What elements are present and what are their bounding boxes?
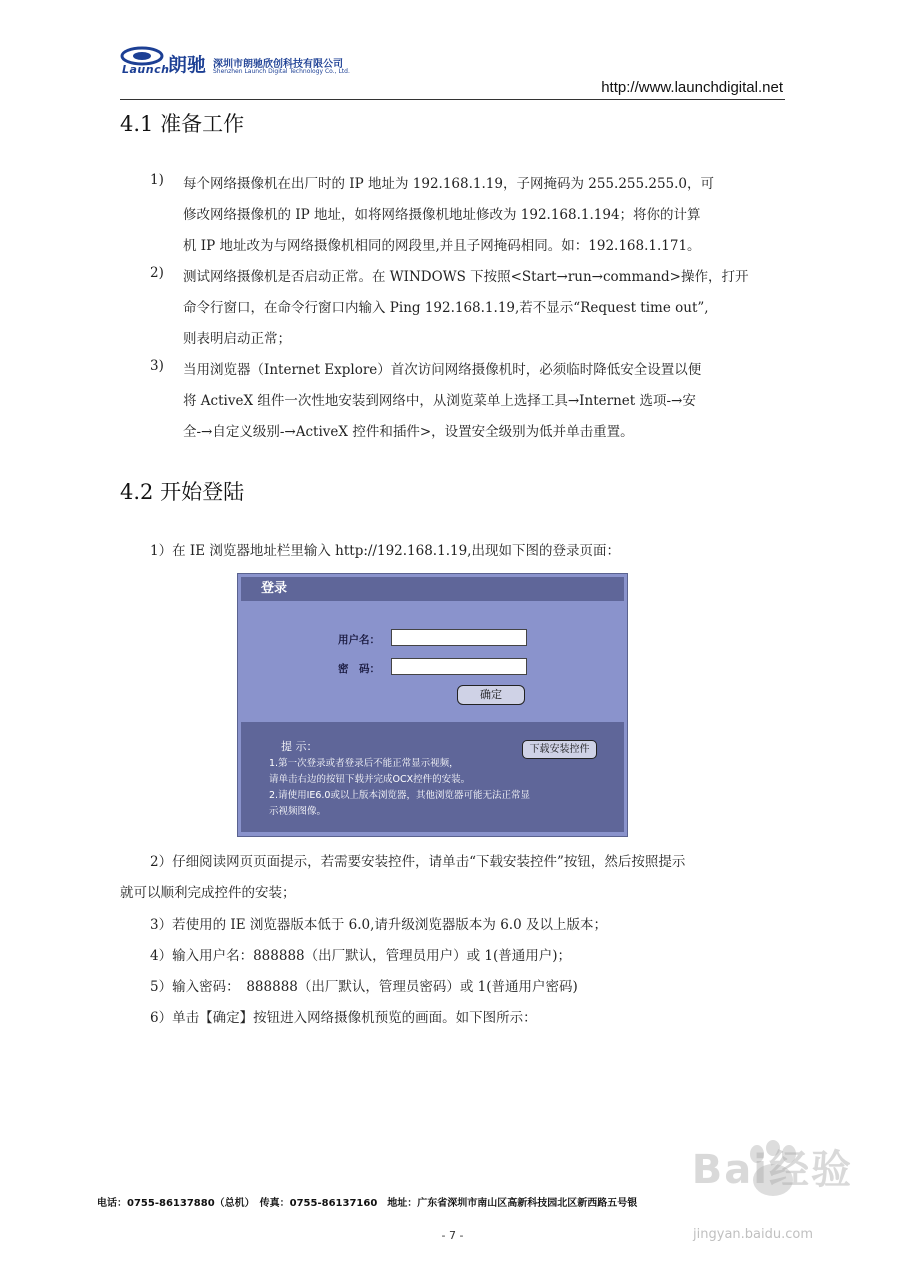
- footer-contact: 电话：0755-86137880（总机） 传真：0755-86137160 地址：广东省深圳市南山区高新科技园北区新西路五号银: [97, 1198, 638, 1209]
- step-text: 5）输入密码： 888888（出厂默认，管理员密码）或 1(普通用户密码): [150, 979, 578, 995]
- list-line: 测试网络摄像机是否启动正常。在 WINDOWS 下按照<Start→run→command>操作，打开: [183, 269, 749, 285]
- section-title-prep: 4.1 准备工作: [120, 112, 245, 136]
- download-control-button[interactable]: 下载安装控件: [522, 740, 597, 759]
- section-title-login: 4.2 开始登陆: [120, 480, 245, 504]
- tips-line: 示视频图像。: [269, 806, 327, 817]
- list-line: 将 ActiveX 组件一次性地安装到网络中，从浏览菜单上选择工具→Internet 选项-→安: [183, 393, 696, 409]
- company-name-en: Shenzhen Launch Digital Technology Co., Ltd.: [213, 68, 350, 75]
- header-url: http://www.launchdigital.net: [601, 79, 783, 96]
- watermark-brand: Bai经验: [691, 1147, 853, 1193]
- list-line: 则表明启动正常；: [183, 331, 291, 347]
- login-tips-panel: [241, 722, 624, 832]
- list-item-number: 2): [150, 265, 164, 281]
- tips-line: 2.请使用IE6.0或以上版本浏览器，其他浏览器可能无法正常显: [269, 790, 530, 801]
- list-line: 每个网络摄像机在出厂时的 IP 地址为 192.168.1.19，子网掩码为 255.255.255.0，可: [183, 176, 715, 192]
- list-item-number: 3): [150, 358, 164, 374]
- step-text: 2）仔细阅读网页页面提示，若需要安装控件，请单击“下载安装控件”按钮，然后按照提示: [150, 854, 686, 870]
- tips-line: 请单击右边的按钮下载并完成OCX控件的安装。: [269, 774, 471, 785]
- step-text: 就可以顺利完成控件的安装；: [120, 885, 296, 901]
- username-input[interactable]: [391, 629, 527, 646]
- login-dialog-title: 登录: [241, 577, 624, 601]
- logo-text-en: Launch: [122, 63, 170, 76]
- list-item: [183, 169, 785, 262]
- list-line: 命令行窗口，在命令行窗口内输入 Ping 192.168.1.19,若不显示“Request time out”,: [183, 300, 709, 316]
- list-line: 当用浏览器（Internet Explore）首次访问网络摄像机时，必须临时降低安全设置以便: [183, 362, 702, 378]
- password-input[interactable]: [391, 658, 527, 675]
- list-item: [183, 262, 785, 355]
- company-name-cn: 深圳市朗驰欣创科技有限公司: [213, 59, 343, 70]
- header-divider: [120, 99, 785, 100]
- step-text: 6）单击【确定】按钮进入网络摄像机预览的画面。如下图所示：: [150, 1010, 537, 1026]
- step-text: 3）若使用的 IE 浏览器版本低于 6.0,请升级浏览器版本为 6.0 及以上版本；: [150, 917, 607, 933]
- list-line: 全-→自定义级别-→ActiveX 控件和插件>，设置安全级别为低并单击重置。: [183, 424, 634, 440]
- ok-button[interactable]: 确定: [457, 685, 525, 705]
- logo-text-cn: 朗驰: [168, 54, 207, 76]
- password-label: 密 码：: [338, 663, 380, 675]
- username-label: 用户名：: [338, 634, 380, 646]
- list-item: [183, 355, 785, 448]
- list-item-number: 1): [150, 172, 164, 188]
- watermark-url: jingyan.baidu.com: [693, 1227, 813, 1242]
- list-line: 机 IP 地址改为与网络摄像机相同的网段里,并且子网掩码相同。如：192.168.1.171。: [183, 238, 701, 254]
- step-text: 4）输入用户名：888888（出厂默认，管理员用户）或 1(普通用户)；: [150, 948, 572, 964]
- tips-title: 提 示：: [281, 740, 318, 753]
- login-dialog: [237, 573, 628, 837]
- page-number: - 7 -: [441, 1229, 464, 1242]
- tips-line: 1.第一次登录或者登录后不能正常显示视频，: [269, 758, 459, 769]
- list-line: 修改网络摄像机的 IP 地址，如将网络摄像机地址修改为 192.168.1.194；将你的计算: [183, 207, 701, 223]
- step-1-text: 1）在 IE 浏览器地址栏里输入 http://192.168.1.19,出现如下图的登录页面：: [150, 543, 620, 559]
